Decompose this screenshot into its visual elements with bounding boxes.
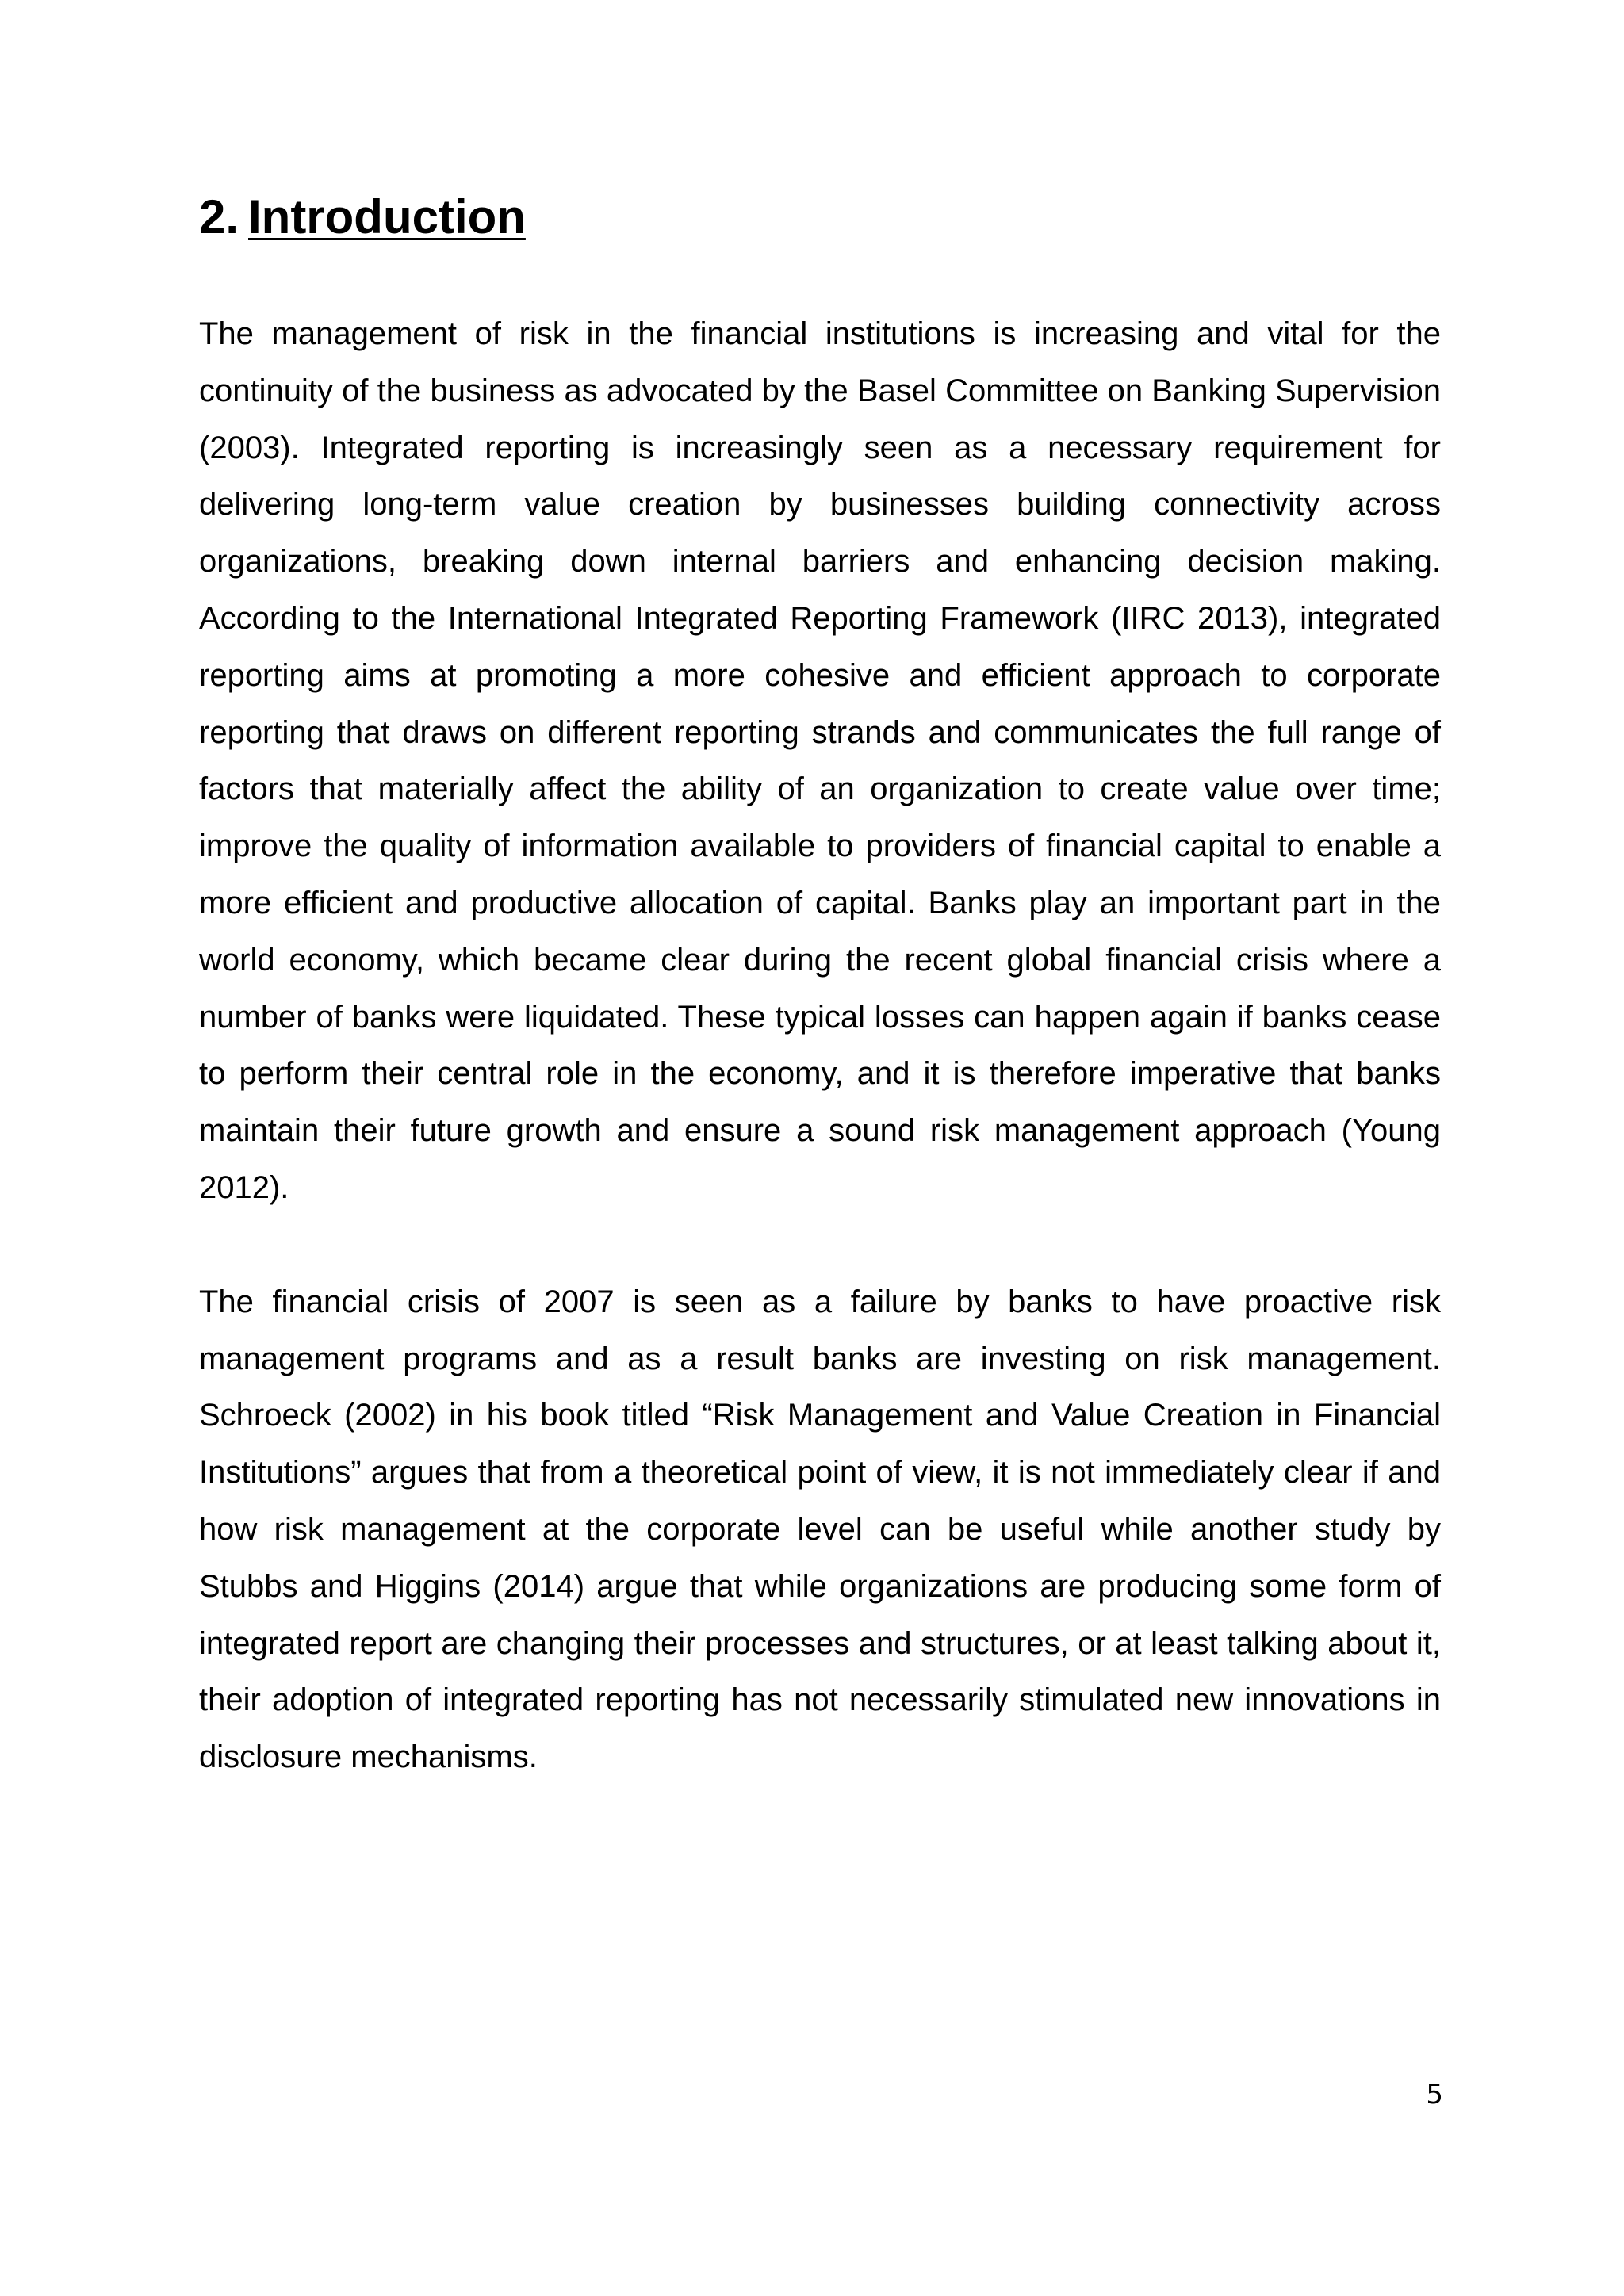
body-paragraph-2: The financial crisis of 2007 is seen as a failure by banks to have proactive risk management programs and as a result banks are investing on risk management. Schroeck (2002) in his book titled “Risk Management and Value Creation in Financial Institutions” argues that from a theoretical point of view, it is not immediately clear if and how risk management at the corporate level can be useful while another study by Stubbs and Higgins (2014) argue that while organizations are producing some form of integrated report are changing their processes and structures, or at least talking about it, their adoption of integrated reporting has not necessarily stimulated new innovations in disclosure mechanisms. <box>199 1284 1441 1775</box>
page-number: 5 <box>1426 2079 1443 2110</box>
section-heading <box>199 190 1441 243</box>
page-content <box>199 190 1441 1786</box>
body-paragraph-1: The management of risk in the financial institutions is increasing and vital for the continuity of the business as advocated by the Basel Committee on Banking Supervision (2003). Integrated reporting is increasingly seen as a necessary requirement for delivering long-term value creation by businesses building connectivity across organizations, breaking down internal barriers and enhancing decision making. According to the International Integrated Reporting Framework (IIRC 2013), integrated reporting aims at promoting a more cohesive and efficient approach to corporate reporting that draws on different reporting strands and communicates the full range of factors that materially affect the ability of an organization to create value over time; improve the quality of information available to providers of financial capital to enable a more efficient and productive allocation of capital. Banks play an important part in the world economy, which became clear during the recent global financial crisis where a number of banks were liquidated. These typical losses can happen again if banks cease to perform their central role in the economy, and it is therefore imperative that banks maintain their future growth and ensure a sound risk management approach (Young 2012). <box>199 316 1441 1205</box>
section-number: 2. <box>199 190 239 243</box>
section-title: Introduction <box>248 190 526 243</box>
